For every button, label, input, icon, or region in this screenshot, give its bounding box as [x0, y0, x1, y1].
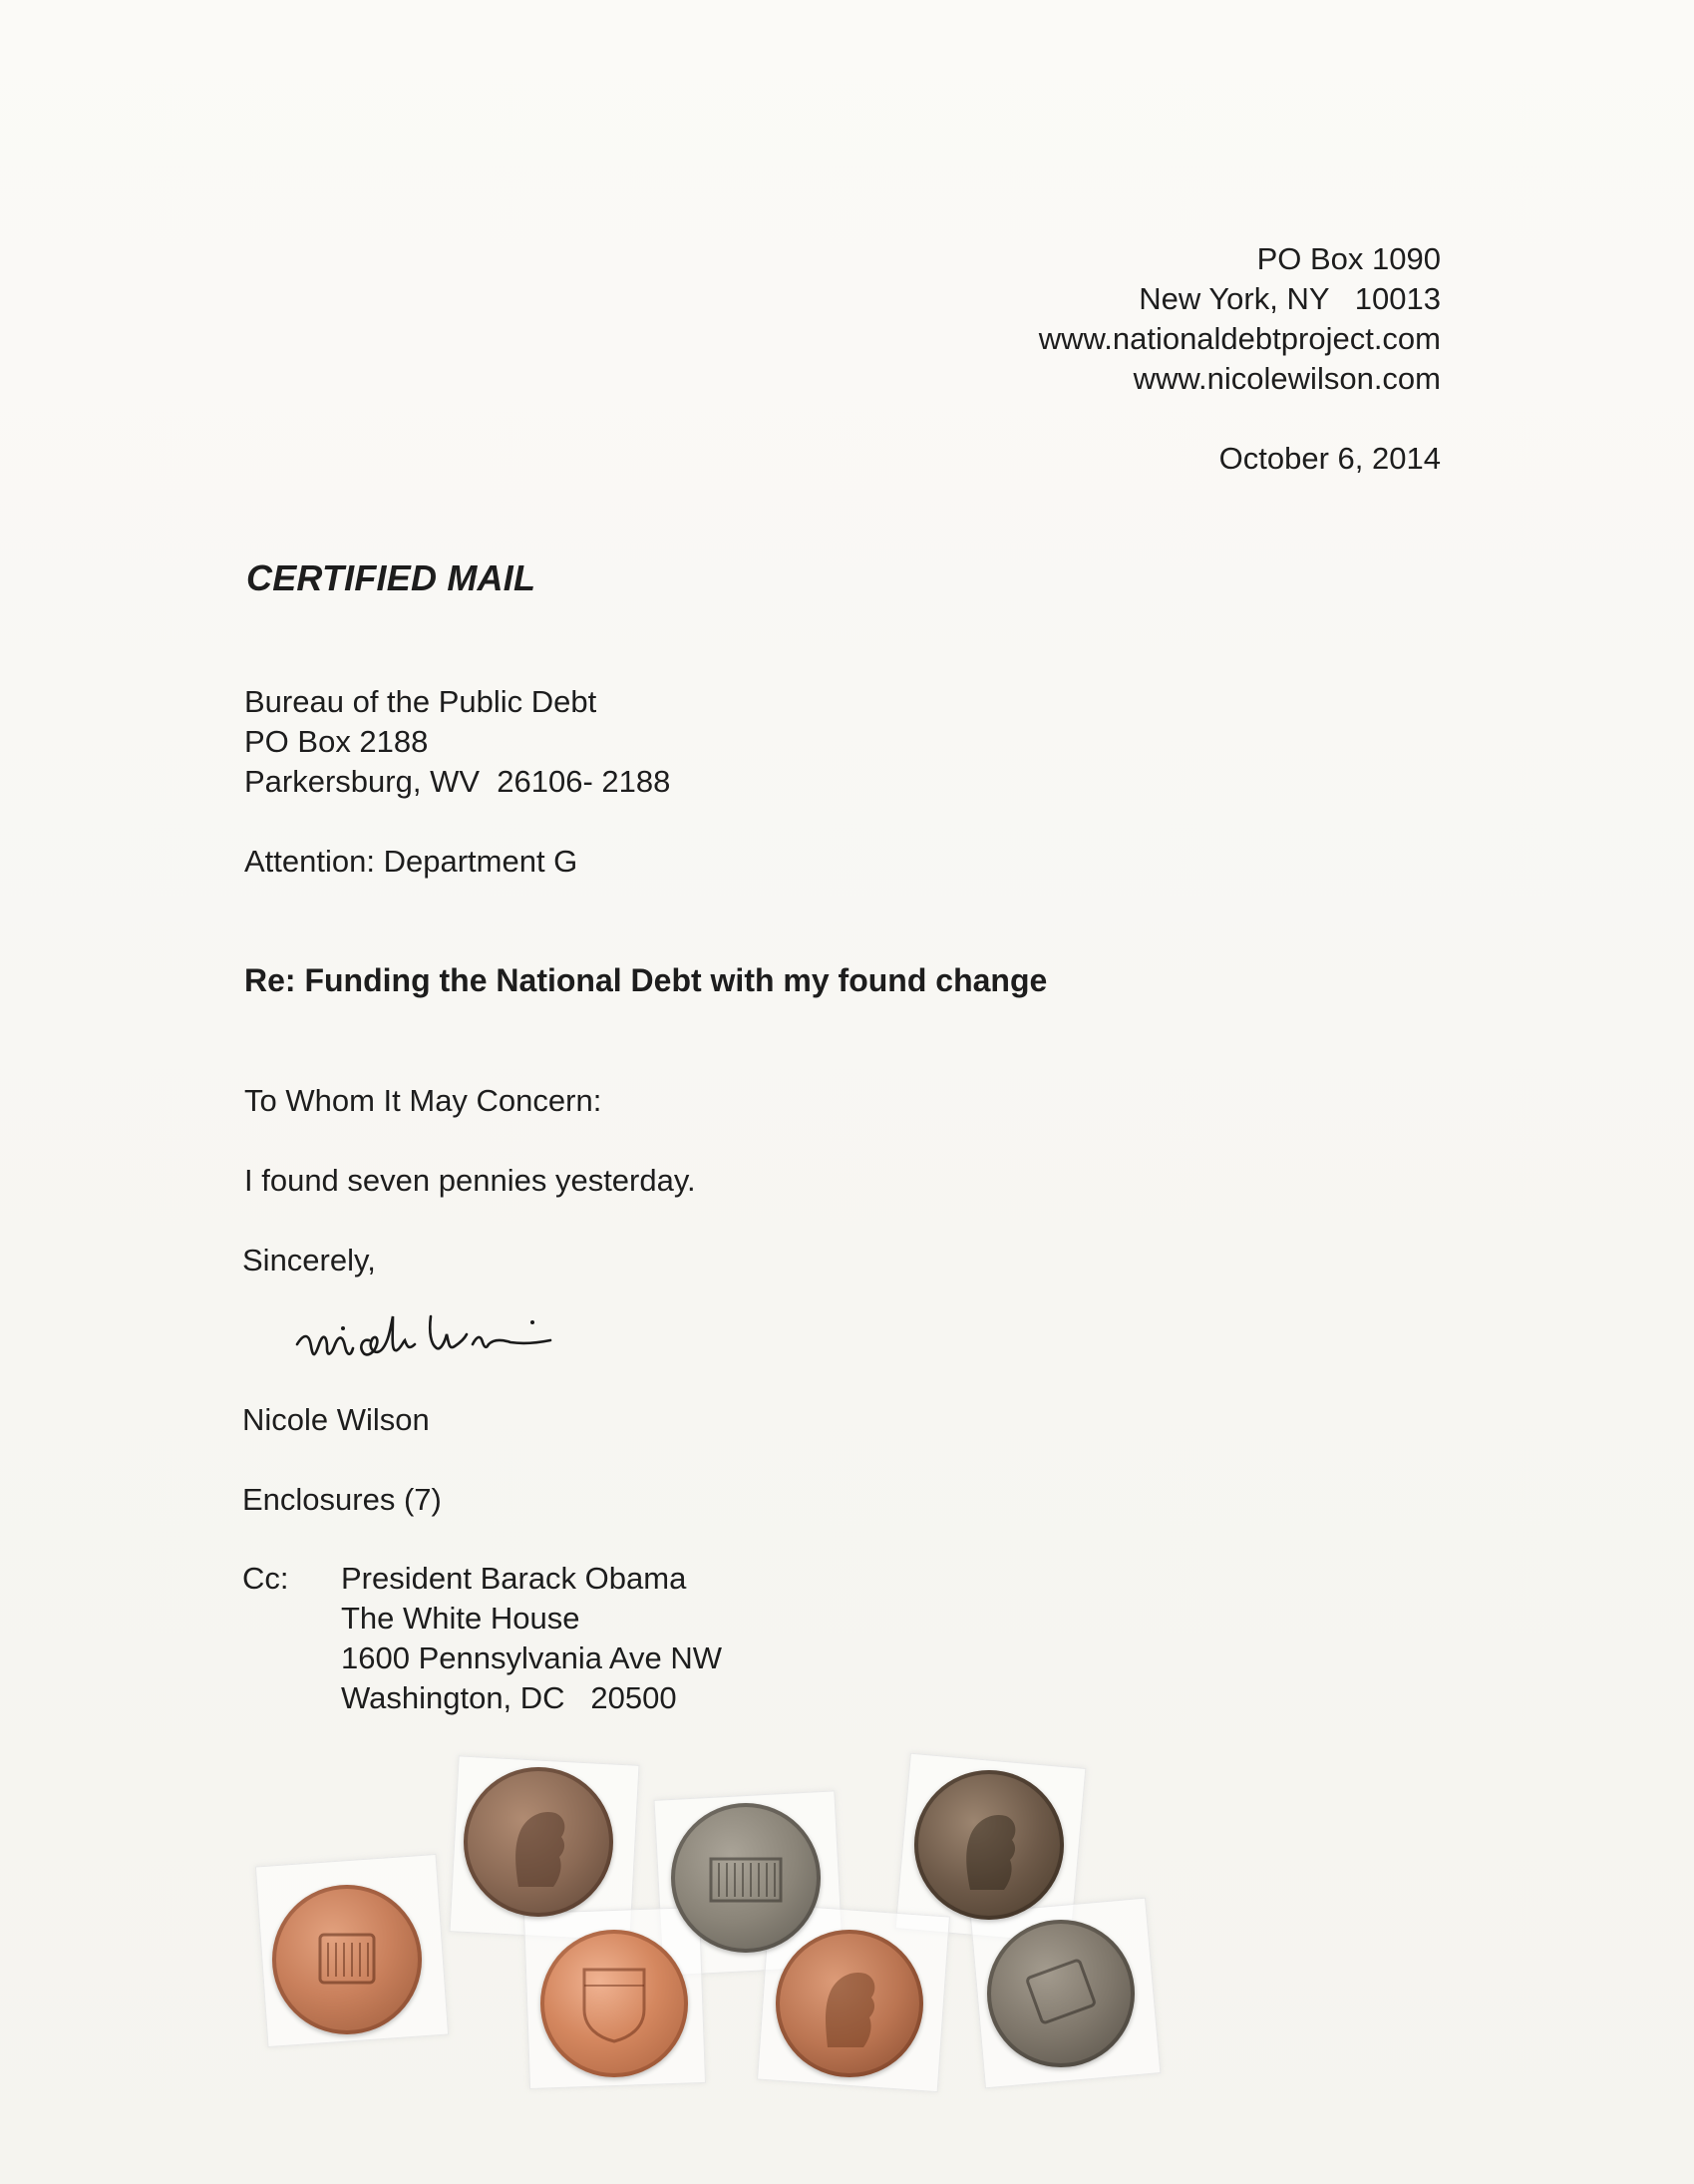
penny-shield-icon: [272, 1885, 422, 2034]
signer-name: Nicole Wilson: [242, 1402, 430, 1437]
enclosures-note: Enclosures (7): [242, 1482, 442, 1517]
penny-coin: [987, 1920, 1135, 2067]
lincoln-profile-icon: [776, 1930, 923, 2077]
sender-website-personal: www.nicolewilson.com: [1133, 361, 1441, 396]
cc-address-block: [341, 1559, 722, 1718]
salutation: To Whom It May Concern:: [244, 1083, 602, 1118]
recipient-po-box: PO Box 2188: [244, 724, 429, 759]
recipient-city-state: Parkersburg, WV 26106- 2188: [244, 764, 671, 799]
sender-po-box: PO Box 1090: [1256, 241, 1441, 276]
attention-line: Attention: Department G: [244, 844, 578, 879]
sender-city-state: New York, NY 10013: [1139, 281, 1441, 316]
cc-organization: The White House: [341, 1601, 580, 1636]
penny-coin: [464, 1767, 613, 1917]
penny-coin: [540, 1930, 688, 2077]
cc-label: Cc:: [242, 1561, 289, 1596]
subject-line: Re: Funding the National Debt with my found change: [244, 962, 1048, 998]
certified-mail-heading: CERTIFIED MAIL: [246, 557, 536, 598]
penny-coin: [776, 1930, 923, 2077]
recipient-name: Bureau of the Public Debt: [244, 684, 597, 719]
recipient-address-block: [244, 682, 670, 802]
letter-date: October 6, 2014: [1218, 441, 1441, 476]
sender-website-national-debt: www.nationaldebtproject.com: [1038, 321, 1441, 356]
penny-shield-icon: [987, 1920, 1135, 2067]
penny-shield-icon: [540, 1930, 688, 2077]
cc-recipient-name: President Barack Obama: [341, 1561, 687, 1596]
sender-address-block: [1039, 239, 1441, 399]
closing: Sincerely,: [242, 1243, 376, 1277]
body-text: I found seven pennies yesterday.: [244, 1163, 696, 1198]
penny-coin: [272, 1885, 422, 2034]
lincoln-profile-icon: [914, 1770, 1064, 1920]
cc-city-state: Washington, DC 20500: [341, 1680, 677, 1715]
penny-coin: [914, 1770, 1064, 1920]
handwritten-signature: [289, 1286, 668, 1376]
lincoln-profile-icon: [464, 1767, 613, 1917]
cc-street: 1600 Pennsylvania Ave NW: [341, 1640, 722, 1675]
